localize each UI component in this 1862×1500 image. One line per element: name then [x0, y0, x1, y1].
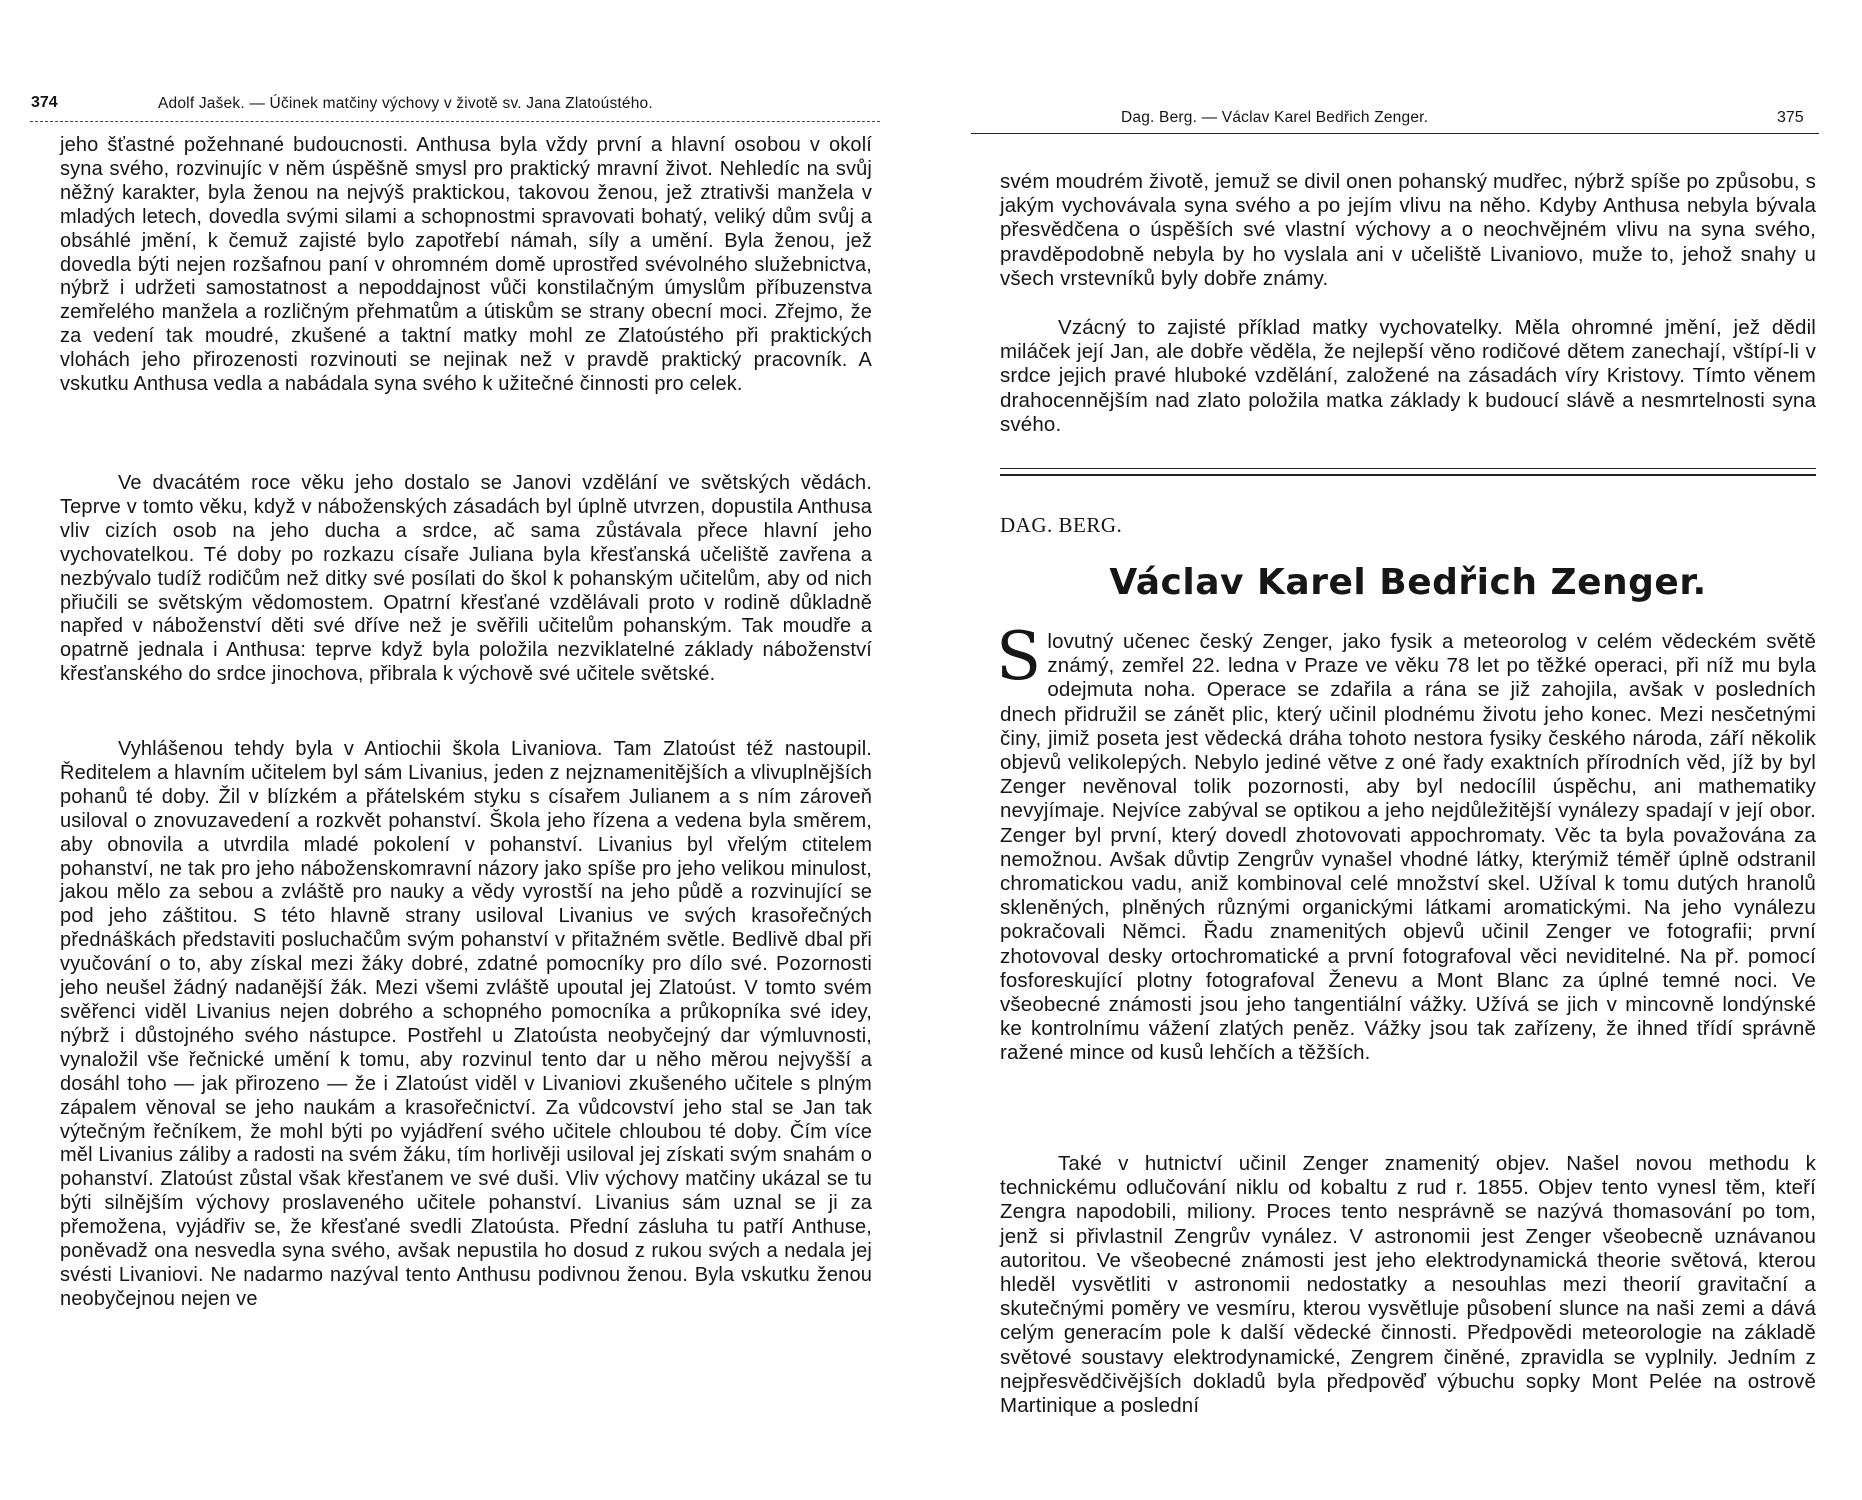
- section-divider-bottom: [1000, 474, 1816, 476]
- section-divider-top: [1000, 468, 1816, 469]
- right-paragraph-2: Vzácný to zajisté příklad matky vychovatelky. Měla ohromné jmění, jež dědil miláček její Jan, ale dobře věděla, že nejlepší věno rodičové dětem zanechají, vštípí-li v srdce jejich pravé hluboké vzdělání, založené na zásadách víry Kristovy. Tímto věnem drahocennějším nad zlato položila matka základy k budoucí slávě a nesmrtelnosti syna svého.: [1000, 316, 1816, 436]
- article-paragraph-1: [996, 618, 1816, 1066]
- right-page-number: 375: [1777, 109, 1804, 126]
- drop-cap: S: [996, 618, 1042, 695]
- right-page: [931, 0, 1862, 1500]
- right-header-rule: [971, 133, 1819, 134]
- left-paragraph-1: jeho šťastné požehnané budoucnosti. Anthusa byla vždy první a hlavní osobou v okolí syna svého, rozvinujíc v něm úspěšně smysl pro praktický mravní život. Nehledíc na svůj něžný karakter, byla ženou na nejvýš praktickou, takovou ženou, jež ztrativši manžela v mladých letech, dovedla svými silami a schopnostmi spravovati bohatý, veliký dům svůj a obsáhlé jmění, k čemuž zajisté bylo zapotřebí námah, síly a umění. Byla ženou, jež dovedla býti nejen rozšafnou paní v ohromném domě uprostřed svévolného služebnictva, nýbrž i udržeti samostatnost a nepoddajnost vůči konstilačným úmyslům příbuzenstva zemřelého manžela a rozličným přehmatům a útiskům se strany obecní moci. Zřejmo, že za vedení tak moudré, zkušené a taktní matky mohl ze Zlatoústého při praktických vlohách jeho přirozenosti rozvinouti se nejinak než v pravdě praktický pracovník. A vskutku Anthusa vedla a nabádala syna svého k užitečné činnosti pro celek.: [60, 134, 872, 396]
- article-paragraph-1-text: lovutný učenec český Zenger, jako fysik a meteorolog v celém vědeckém světě známý, zemřel 22. ledna v Praze ve věku 78 let po těžké operaci, při níž mu byla odejmuta noha. Operace se zdařila a rána se již zahojila, avšak v posledních dnech přidružil se zánět plic, který učinil plodnému životu jeho konec. Mezi nesčetnými činy, jimiž poseta jest vědecká dráha tohoto nestora fysiky českého národa, září několik objevů velikolepých. Nebylo jediné větve z oné řady exaktních přírodních věd, jíž by byl Zenger nevěnoval tolik pozornosti, aby byl nedocílil úspěchu, ani mathematiky nevyjímaje. Nejvíce zabýval se optikou a jeho nejdůležitější vynálezy spadají v její obor. Zenger byl první, který dovedl zhotovovati appochromaty. Věc ta byla považována za nemožnou. Avšak důvtip Zengrův vynašel vhodné látky, kterýmiž téměř úplně odstranil chromatickou vadu, aniž kombinoval celé množství skel. Užíval k tomu dutých hranolů skleněných, plněných různými organickými látkami aromatickými. Na jeho vynálezu pokračovali Němci. Řadu znamenitých objevů učinil Zenger ve fotografii; první zhotovoval desky ortochromatické a první fotografoval věci neviditelné. Na př. pomocí fosforeskující plotny fotografoval Ženevu a Mont Blanc za úplné temné noci. Ve všeobecné známosti jsou jeho tangentiální vážky. Užívá se jich v mincovně londýnské ke kontrolnímu vážení zlatých peněz. Vážky jsou tak zařízeny, že ihned třídí správně ražené mince od kusů lehčích a těžších.: [1000, 630, 1816, 1065]
- article-paragraph-2: Také v hutnictví učinil Zenger znamenitý objev. Našel novou methodu k technickému odlučování niklu od kobaltu z rud r. 1855. Objev tento vynesl těm, kteří Zengra napodobili, miliony. Proces tento nesprávně se nazývá thomasování po tom, jenž si přivlastnil Zengrův vynález. V astronomii jest Zenger všeobecně uznávanou autoritou. Ve všeobecné známosti jest jeho elektrodynamická theorie světová, kterou hleděl vysvětliti v astronomii nedostatky a nesouhlas mezi theorií gravitační a skutečnými poměry ve vesmíru, kterou vysvětluje působení slunce na naši zemi a dává celým generacím pole k další vědecké činnosti. Předpovědi meteorologie na základě světové soustavy elektrodynamické, Zengrem činěné, zpravidla se vyplnily. Jedním z nejpřesvědčivějších dokladů byla předpověď výbuchu sopky Mont Pelée na ostrově Martinique a poslední: [1000, 1152, 1816, 1418]
- left-paragraph-3: Vyhlášenou tehdy byla v Antiochii škola Livaniova. Tam Zlatoúst též nastoupil. Ředitelem a hlavním učitelem byl sám Livanius, jeden z nejznamenitějších a vlivuplnějších pohanů té doby. Žil v blízkém a přátelském styku s císařem Julianem a s ním zároveň usiloval o znovuzavedení a rozkvět pohanství. Škola jeho řízena a vedena byla směrem, aby obnovila a utvrdila mladé pokolení v pohanství. Livanius byl vřelým ctitelem pohanství, ne tak pro jeho náboženskomravní názory jako spíše pro jeho velikou minulost, jakou mělo za sebou a zvláště pro nauky a vědy vyrostší na jeho půdě a rozvinující se pod jeho záštitou. S této hlavně strany usiloval Livanius ve svých krasořečných přednáškách představiti posluchačům svým pohanství v přitažném světle. Bedlivě dbal při vyučování o to, aby získal mezi žáky dobré, zdatné pomocníky pro dílo své. Pozornosti jeho neušel žádný nadanější žák. Mezi všemi zvláště upoutal jej Zlatoúst. V tomto svém svěřenci viděl Livanius nejen dobrého a schopného pomocníka a průkopníka své idey, nýbrž i důstojného svého nástupce. Postřehl u Zlatoústa neobyčejný dar výmluvnosti, vynaložil vše řečnické umění k tomu, aby rozvinul tento dar u něho měrou nejvyšší a dosáhl toho — jak přirozeno — že i Zlatoúst viděl v Livaniovi zkušeného učitele s plným zápalem věnoval se jeho naukám a krasořečnictví. Za vůdcovství jeho stal se Jan tak výtečným řečníkem, že mohl býti po vyjádření svého učitele chloubou té doby. Čím více měl Livanius záliby a radosti na svém žáku, tím horlivěji usiloval jej získati svým snahám o pohanství. Zlatoúst zůstal však křesťanem ve své duši. Vliv výchovy matčiny ukázal se tu býti silnějším výchovy proslaveného učitele pohanství. Livanius sám uznal se ji za přemožena, vyjádřiv se, že křesťané svedli Zlatoústa. Přední zásluha tu patří Anthuse, poněvadž ona nesvedla syna svého, avšak nepustila ho dosud z rukou svých a nedala jej svésti Livaniovi. Ne nadarmo nazýval tento Anthusu podivnou ženou. Byla vskutku ženou neobyčejnou nejen ve: [60, 738, 872, 1310]
- left-running-head: Adolf Jašek. — Účinek matčiny výchovy v životě sv. Jana Zlatoústého.: [158, 95, 653, 112]
- left-paragraph-2: Ve dvacátém roce věku jeho dostalo se Janovi vzdělání ve světských vědách. Teprve v tomto věku, když v náboženských zásadách byl úplně utvrzen, dopustila Anthusa vliv cizích osob na jeho ducha a srdce, ač sama zůstávala přece hlavní jeho vychovatelkou. Té doby po rozkazu císaře Juliana byla křesťanská učeliště zavřena a nezbývalo tudíž rodičům než ditky své posílati do škol k pohanským učitelům, aby od nich přiučili se světským vědomostem. Opatrní křesťané vzdělávali proto v rodině důkladně napřed v náboženství děti své dříve než je svěřili učitelům pohanským. Tak moudře a opatrně jednala i Anthusa: teprve když byla položila nezviklatelné základy náboženství křesťanského do srdce jinochova, přibrala k výchově své učitele světské.: [60, 472, 872, 686]
- right-paragraph-1: svém moudrém životě, jemuž se divil onen pohanský mudřec, nýbrž spíše po způsobu, s jakým vychovávala syna svého a po jejím vlivu na něho. Kdyby Anthusa nebyla bývala přesvědčena o úspěších své vlastní výchovy a o neochvějném vlivu na syna svého, pravděpodobně nebyla by ho vyslala ani v učeliště Livaniovo, muže to, jehož snahy u všech vrstevníků byly dobře známy.: [1000, 170, 1816, 290]
- left-page-number: 374: [31, 94, 58, 111]
- article-author: DAG. BERG.: [1000, 513, 1123, 537]
- left-header-rule: [30, 121, 880, 122]
- article-title: Václav Karel Bedřich Zenger.: [1109, 562, 1707, 603]
- right-running-head: Dag. Berg. — Václav Karel Bedřich Zenger.: [1121, 109, 1429, 126]
